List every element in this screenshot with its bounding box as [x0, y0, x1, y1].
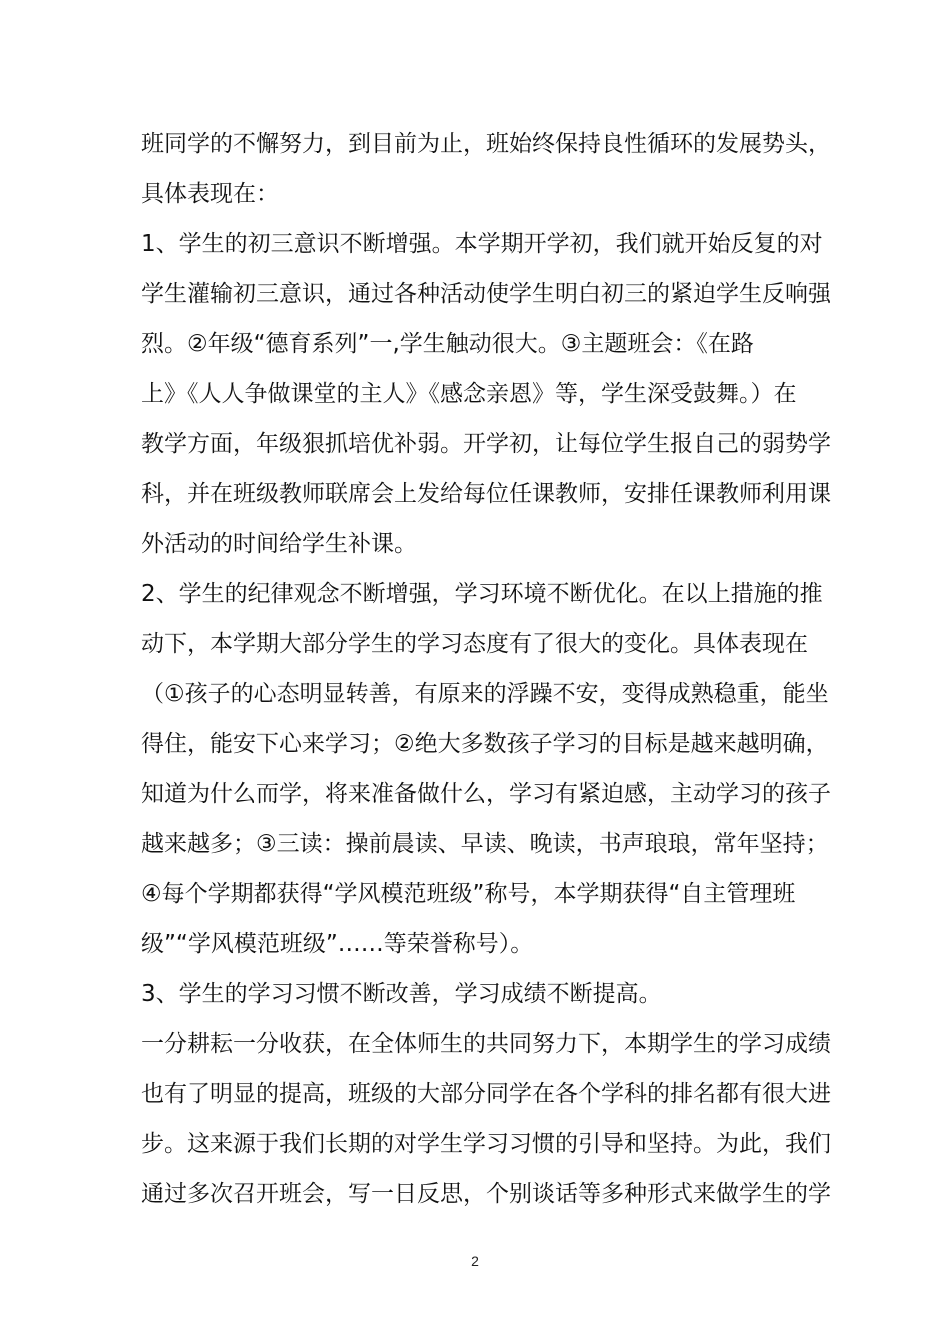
- text-line: 上》《人人争做课堂的主人》《感念亲恩》等，学生深受鼓舞。）在: [141, 381, 797, 407]
- text-line: 外活动的时间给学生补课。: [141, 531, 417, 557]
- text-line: 动下，本学期大部分学生的学习态度有了很大的变化。具体表现在: [141, 631, 808, 657]
- text-line: 通过多次召开班会，写一日反思，个别谈话等多种形式来做学生的学: [141, 1181, 831, 1207]
- text-line: 2、学生的纪律观念不断增强，学习环境不断优化。在以上措施的推: [141, 581, 823, 607]
- text-line: 级”“学风模范班级”……等荣誉称号）。: [141, 931, 534, 957]
- text-line: 得住，能安下心来学习；②绝大多数孩子学习的目标是越来越明确，: [141, 731, 829, 757]
- text-line: 科，并在班级教师联席会上发给每位任课教师，安排任课教师利用课: [141, 481, 831, 507]
- text-line: 学生灌输初三意识，通过各种活动使学生明白初三的紧迫学生反响强: [141, 281, 831, 307]
- text-line: 一分耕耘一分收获，在全体师生的共同努力下，本期学生的学习成绩: [141, 1031, 831, 1057]
- text-line: 具体表现在：: [141, 181, 279, 207]
- text-line: 也有了明显的提高，班级的大部分同学在各个学科的排名都有很大进: [141, 1081, 831, 1107]
- text-line: 越来越多；③三读：操前晨读、早读、晚读，书声琅琅，常年坚持；: [141, 831, 829, 857]
- text-line: 3、学生的学习习惯不断改善，学习成绩不断提高。: [141, 981, 662, 1007]
- text-line: 步。这来源于我们长期的对学生学习习惯的引导和坚持。为此，我们: [141, 1131, 831, 1157]
- text-line: 烈。②年级“德育系列”一,学生触动很大。③主题班会：《在路: [141, 331, 754, 357]
- body-text: [141, 119, 831, 1219]
- text-line: 1、学生的初三意识不断增强。本学期开学初，我们就开始反复的对: [141, 231, 823, 257]
- text-line: （①孩子的心态明显转善，有原来的浮躁不安，变得成熟稳重，能坐: [141, 681, 829, 707]
- page-number: 2: [471, 1253, 479, 1269]
- text-line: ④每个学期都获得“学风模范班级”称号，本学期获得“自主管理班: [141, 881, 796, 907]
- text-line: 教学方面，年级狠抓培优补弱。开学初，让每位学生报自己的弱势学: [141, 431, 831, 457]
- text-line: 知道为什么而学，将来准备做什么，学习有紧迫感，主动学习的孩子: [141, 781, 831, 807]
- text-line: 班同学的不懈努力，到目前为止，班始终保持良性循环的发展势头，: [141, 131, 831, 157]
